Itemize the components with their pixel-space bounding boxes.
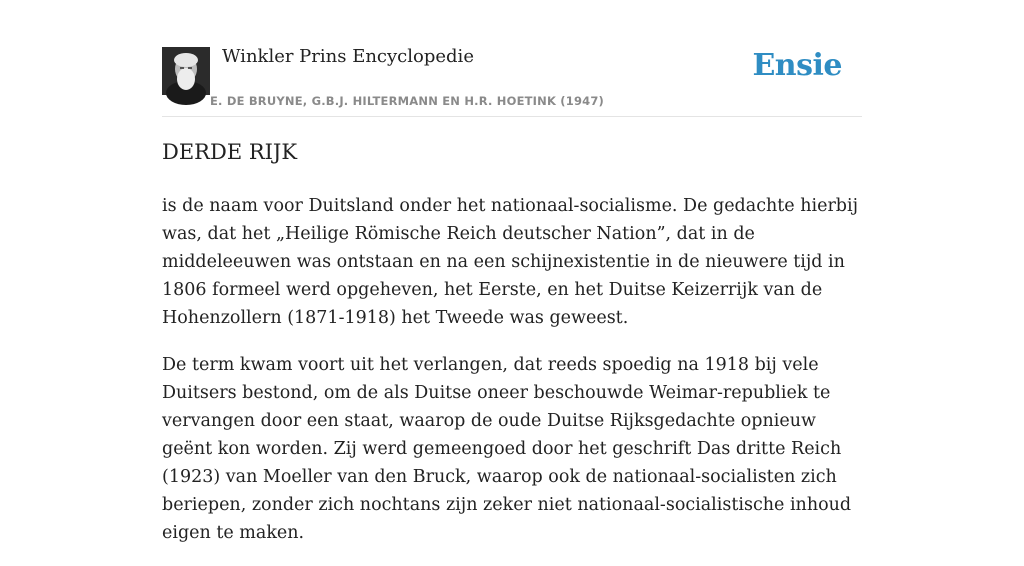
article-paragraph: De term kwam voort uit het verlangen, dat reeds spoedig na 1918 bij vele Duitsers bestond, om de als Duitse oneer beschouwde Weimar-republiek te vervangen door een staat, waarop de oude Duitse Rijksgedachte opnieuw geënt kon worden. Zij werd gemeengoed door het geschrift Das dritte Reich (1923) van Moeller van den Bruck, waarop ook de nationaal-socialisten zich beriepen, zonder zich nochtans zijn zeker niet nationaal-socialistische inhoud eigen te maken. xyxy=(162,355,852,543)
ensie-logo-link[interactable]: Ensie xyxy=(752,48,842,83)
author-portrait-icon xyxy=(162,47,210,95)
article-title: DERDE RIJK xyxy=(162,140,298,164)
source-header xyxy=(162,44,862,117)
article-body xyxy=(162,192,862,566)
source-title[interactable]: Winkler Prins Encyclopedie xyxy=(222,46,474,67)
source-authors: E. DE BRUYNE, G.B.J. HILTERMANN EN H.R. HOETINK (1947) xyxy=(210,94,605,108)
article-paragraph: is de naam voor Duitsland onder het nationaal-socialisme. De gedachte hierbij was, dat het „Heilige Römische Reich deutscher Nation”, dat in de middeleeuwen was ontstaan en na een schijnexistentie in de nieuwere tijd in 1806 formeel werd opgeheven, het Eerste, en het Duitse Keizerrijk van de Hohenzollern (1871-1918) het Tweede was geweest. xyxy=(162,196,859,328)
